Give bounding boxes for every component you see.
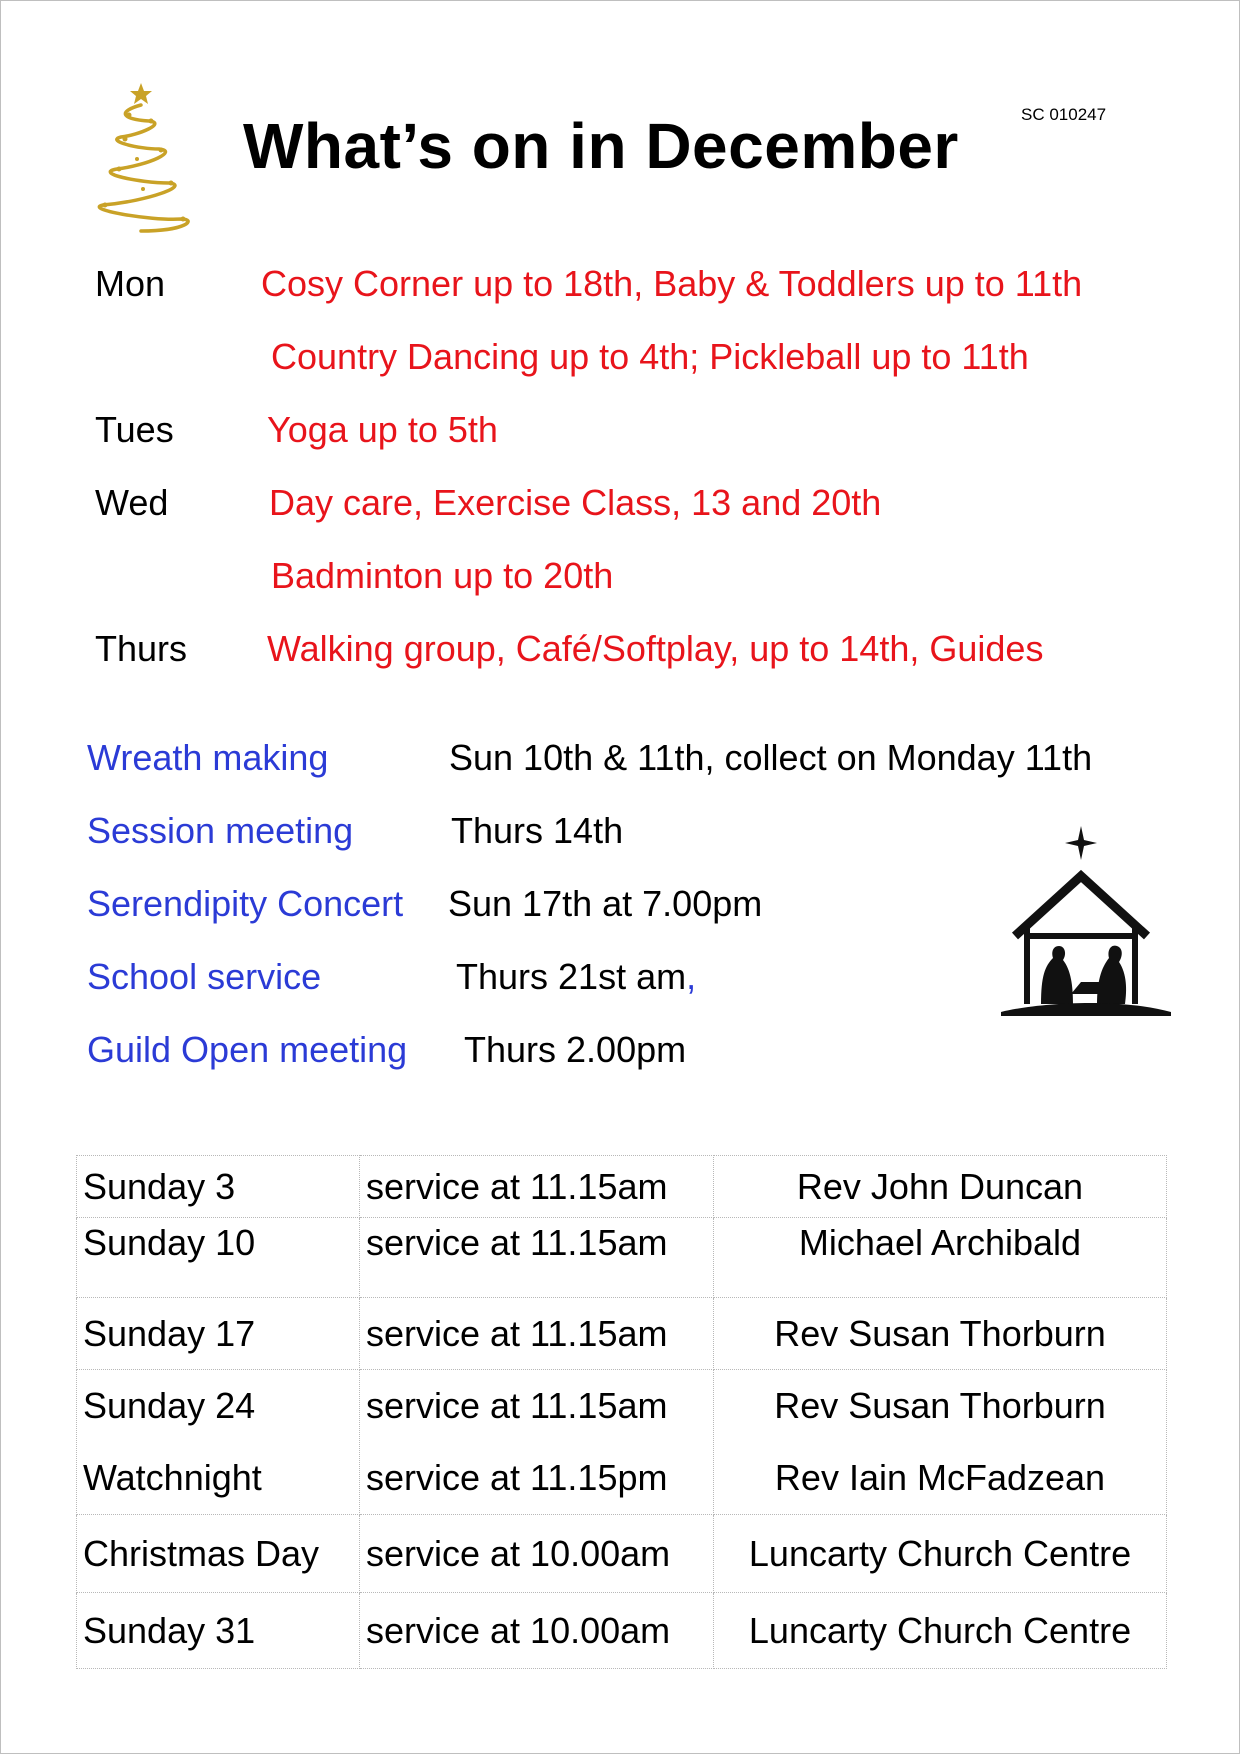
service-time: service at 11.15am — [360, 1218, 714, 1298]
service-leader: Rev John Duncan — [714, 1156, 1167, 1218]
service-day: Sunday 10 — [77, 1218, 360, 1298]
page-title: What’s on in December — [243, 110, 959, 182]
weekly-activity: Country Dancing up to 4th; Pickleball up to 11th — [271, 336, 1029, 377]
table-row — [77, 1298, 1167, 1370]
event-name: Session meeting — [87, 810, 354, 851]
event-when: Sun 17th at 7.00pm — [448, 883, 763, 924]
event-when: Thurs 21st am — [456, 956, 687, 997]
table-row — [77, 1156, 1167, 1218]
event-when-group — [456, 956, 696, 998]
service-time: service at 11.15am — [360, 1156, 714, 1218]
service-time: service at 11.15am — [360, 1298, 714, 1370]
table-row — [77, 1593, 1167, 1669]
event-name: Guild Open meeting — [87, 1029, 408, 1070]
service-day: Sunday 3 — [77, 1156, 360, 1218]
service-day-group — [77, 1370, 360, 1515]
service-time: service at 11.15am — [366, 1385, 668, 1426]
weekly-activity: Walking group, Café/Softplay, up to 14th, Guides — [267, 628, 1044, 669]
charity-number: SC 010247 — [1021, 105, 1107, 124]
service-schedule-table — [76, 1155, 1167, 1669]
weekday-label: Thurs — [95, 628, 188, 669]
service-time: service at 11.15pm — [366, 1457, 668, 1498]
event-name: School service — [87, 956, 322, 997]
table-row — [77, 1515, 1167, 1593]
service-leader: Rev Iain McFadzean — [774, 1457, 1106, 1498]
christmas-tree-icon — [79, 79, 194, 239]
service-leader: Michael Archibald — [714, 1218, 1167, 1298]
service-leader: Luncarty Church Centre — [714, 1515, 1167, 1593]
table-row — [77, 1218, 1167, 1298]
service-leader: Rev Susan Thorburn — [774, 1385, 1106, 1426]
weekday-label: Wed — [95, 482, 169, 523]
weekday-label: Mon — [95, 263, 166, 304]
service-day: Watchnight — [83, 1457, 262, 1498]
service-day: Sunday 31 — [77, 1593, 360, 1669]
event-name: Serendipity Concert — [87, 883, 404, 924]
service-time-group — [360, 1370, 714, 1515]
weekly-activity: Yoga up to 5th — [267, 409, 498, 450]
weekly-activity: Badminton up to 20th — [271, 555, 614, 596]
event-when-suffix: , — [686, 956, 697, 997]
table-row — [77, 1370, 1167, 1515]
event-when: Sun 10th & 11th, collect on Monday 11th — [449, 737, 1093, 778]
service-time: service at 10.00am — [360, 1593, 714, 1669]
weekly-activity: Day care, Exercise Class, 13 and 20th — [269, 482, 882, 523]
service-day: Christmas Day — [77, 1515, 360, 1593]
service-time: service at 10.00am — [360, 1515, 714, 1593]
service-leader-group — [714, 1370, 1167, 1515]
weekly-activity: Cosy Corner up to 18th, Baby & Toddlers up to 11th — [261, 263, 1083, 304]
weekday-label: Tues — [95, 409, 174, 450]
event-when: Thurs 2.00pm — [464, 1029, 687, 1070]
service-day: Sunday 17 — [77, 1298, 360, 1370]
event-name: Wreath making — [87, 737, 329, 778]
service-day: Sunday 24 — [83, 1385, 256, 1426]
event-when: Thurs 14th — [451, 810, 624, 851]
service-leader: Luncarty Church Centre — [714, 1593, 1167, 1669]
nativity-stable-icon — [1001, 826, 1171, 1016]
service-leader: Rev Susan Thorburn — [714, 1298, 1167, 1370]
